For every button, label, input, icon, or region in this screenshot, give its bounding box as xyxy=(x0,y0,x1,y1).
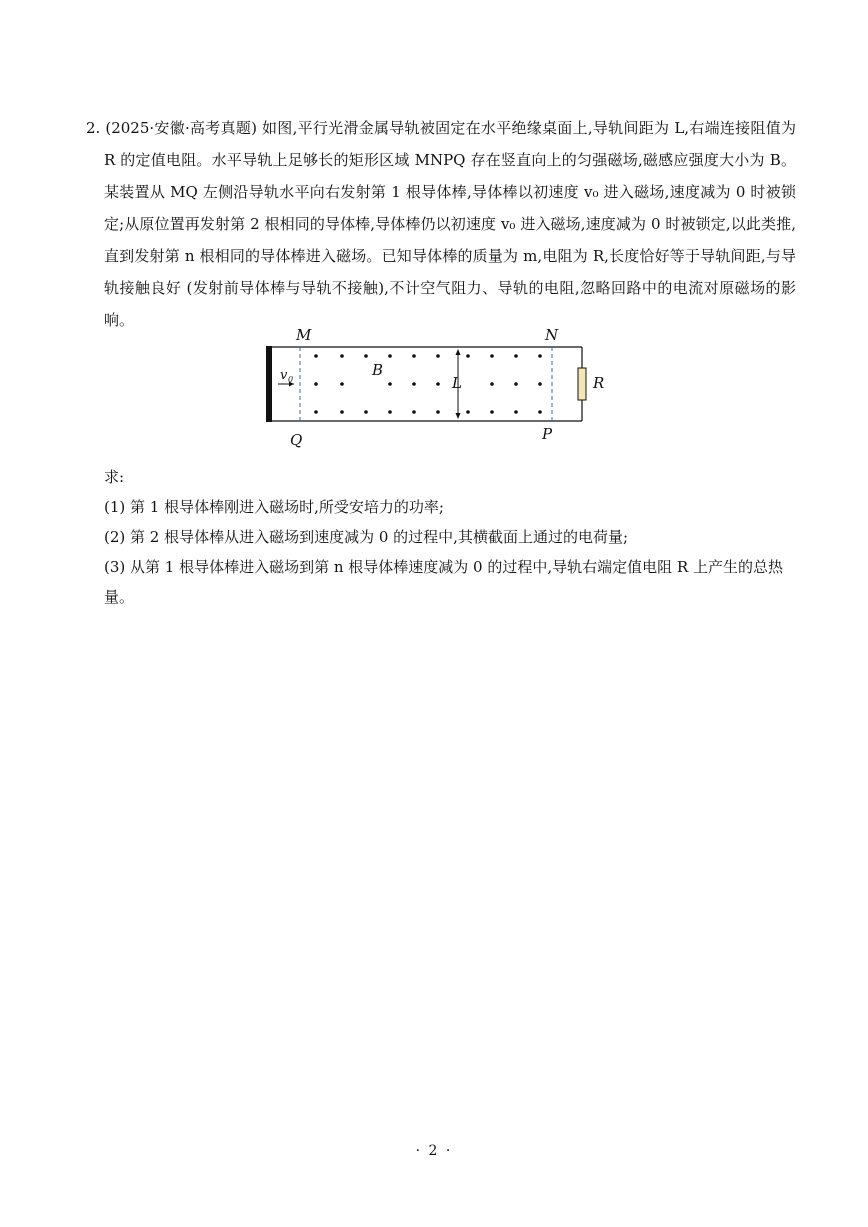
field-dot xyxy=(388,382,392,386)
question-1: (1) 第 1 根导体棒刚进入磁场时,所受安培力的功率; xyxy=(104,498,444,516)
questions-block xyxy=(104,462,796,612)
field-dot xyxy=(514,354,518,358)
field-dot xyxy=(314,382,318,386)
label-l: L xyxy=(452,374,462,392)
label-v: v xyxy=(280,368,288,383)
problem-number: 2. xyxy=(86,119,101,137)
label-r: R xyxy=(593,374,605,392)
field-dot xyxy=(490,382,494,386)
field-dot xyxy=(340,410,344,414)
page-number: · 2 · xyxy=(415,1143,453,1159)
label-q: Q xyxy=(290,431,303,449)
field-dot xyxy=(314,354,318,358)
question-2: (2) 第 2 根导体棒从进入磁场到速度减为 0 的过程中,其横截面上通过的电荷量; xyxy=(104,528,628,546)
questions-intro: 求: xyxy=(104,468,125,486)
field-dot xyxy=(538,382,542,386)
label-n: N xyxy=(545,326,559,344)
field-dot xyxy=(436,354,440,358)
field-dot xyxy=(412,382,416,386)
problem-statement xyxy=(86,112,796,336)
field-dot xyxy=(364,354,368,358)
question-3: (3) 从第 1 根导体棒进入磁场到第 n 根导体棒速度减为 0 的过程中,导轨右端定值电阻 R 上产生的总热量。 xyxy=(104,558,783,606)
field-dot xyxy=(490,354,494,358)
field-dot xyxy=(514,382,518,386)
rail-diagram xyxy=(260,322,620,454)
field-dot xyxy=(388,410,392,414)
field-dot xyxy=(412,410,416,414)
problem-paragraph xyxy=(86,112,796,336)
label-v-subscript: 0 xyxy=(288,375,294,384)
problem-text: 如图,平行光滑金属导轨被固定在水平绝缘桌面上,导轨间距为 L,右端连接阻值为 R 的定值电阻。水平导轨上足够长的矩形区域 MNPQ 存在竖直向上的匀强磁场,磁感应强度大小为 B。某装置从 MQ 左侧沿导轨水平向右发射第 1 根导体棒,导体棒以初速度 v₀ 进入磁场,速度减为 0 时被锁定;从原位置再发射第 2 根相同的导体棒,导体棒仍以初速度 v₀ 进入磁场,速度减为 0 时被锁定,以此类推,直到发射第 n 根相同的导体棒进入磁场。已知导体棒的质量为 m,电阻为 R,长度恰好等于导轨间距,与导轨接触良好 (发射前导体棒与导轨不接触),不计空气阻力、导轨的电阻,忽略回路中的电流对原磁场的影响。 xyxy=(104,119,796,329)
field-dot xyxy=(466,354,470,358)
label-m: M xyxy=(296,326,312,344)
rail-diagram-svg xyxy=(260,322,620,454)
field-dot xyxy=(466,410,470,414)
field-dot xyxy=(364,410,368,414)
field-dot xyxy=(436,382,440,386)
field-dot xyxy=(514,410,518,414)
field-dot xyxy=(340,354,344,358)
resistor xyxy=(578,368,586,400)
field-dot xyxy=(538,410,542,414)
width-arrow-top xyxy=(456,349,461,355)
field-dot xyxy=(490,410,494,414)
field-dot xyxy=(340,382,344,386)
problem-source: (2025·安徽·高考真题) xyxy=(105,119,257,137)
launching-rod xyxy=(266,346,272,422)
field-dot xyxy=(436,410,440,414)
field-dot xyxy=(388,354,392,358)
field-dot xyxy=(538,354,542,358)
field-dot xyxy=(412,354,416,358)
field-dots xyxy=(314,354,542,414)
field-dot xyxy=(314,410,318,414)
label-p: P xyxy=(542,425,553,443)
width-arrow-bottom xyxy=(456,413,461,419)
label-b: B xyxy=(372,361,384,379)
